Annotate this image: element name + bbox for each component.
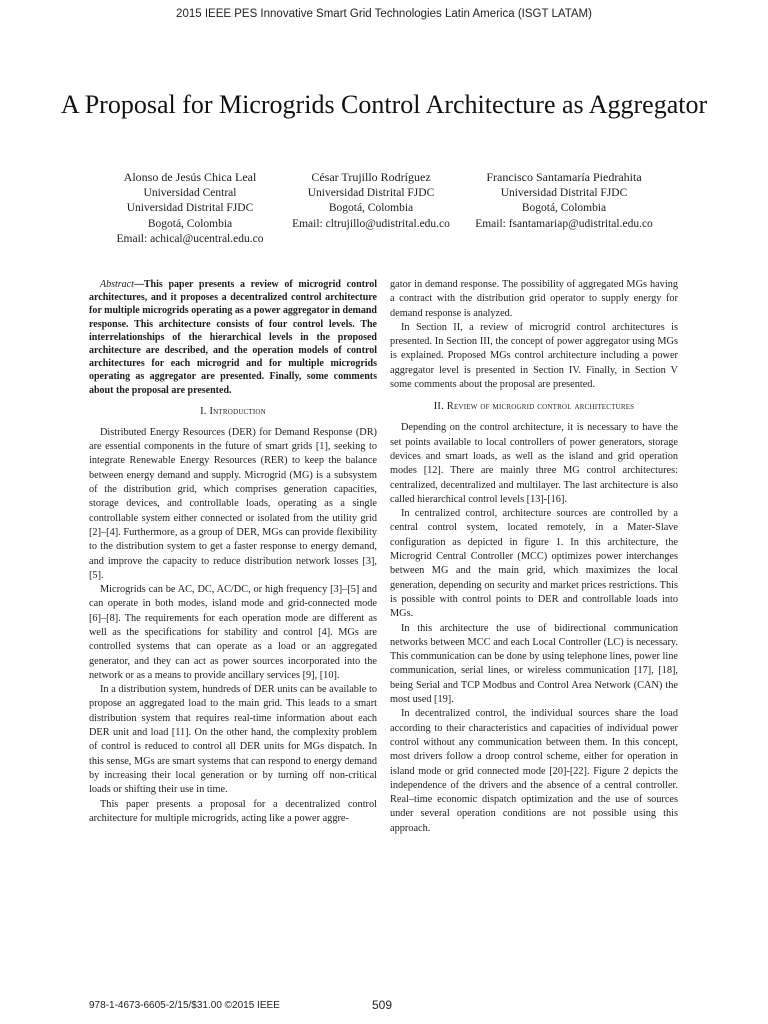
author-3 xyxy=(454,170,674,232)
section-title: Introduction xyxy=(209,405,266,417)
page-number: 509 xyxy=(372,998,393,1012)
abstract xyxy=(89,278,377,397)
author-affiliation: Universidad Distrital FJDC xyxy=(500,186,628,199)
paragraph: In a distribution system, hundreds of DER units can be available to propose an aggregated load to the main grid. This leads to a smart distribution system that requires real-time information about each DER unit and load [11]. On the other hand, the complexity problem of control is reduced to control all DER units for MGs dispatch. In this sense, MGs are smart systems that can respond to energy demand by increasing their local generation or by turning off non-critical loads or shifting their use in time. xyxy=(89,684,377,796)
author-affiliation: Universidad Distrital FJDC xyxy=(307,186,435,199)
author-city: Bogotá, Colombia xyxy=(521,202,607,214)
section-heading-introduction xyxy=(89,405,377,419)
conference-header: 2015 IEEE PES Innovative Smart Grid Technologies Latin America (ISGT LATAM) xyxy=(176,8,592,20)
left-column xyxy=(89,278,377,826)
section-title: Review of microgrid control architectures xyxy=(446,401,635,413)
author-city: Bogotá, Colombia xyxy=(328,202,414,214)
paragraph: This paper presents a proposal for a decentralized control architecture for multiple microgrids, acting like a power aggre- xyxy=(89,798,377,824)
paragraph: Microgrids can be AC, DC, AC/DC, or high frequency [3]–[5] and can operate in both modes, island mode and grid-connected mode [6]–[8]. The requirements for each operation mode are different as well as the specifications for stability and control [4]. MGs are controlled systems that can operate as a load or an aggregated generator, and they can act as power sources incorporated into the network or as a means to provide ancillary services [9], [10]. xyxy=(89,584,377,681)
copyright-footer: 978-1-4673-6605-2/15/$31.00 ©2015 IEEE xyxy=(89,1000,280,1011)
abstract-label: Abstract xyxy=(100,279,134,290)
paragraph: In Section II, a review of microgrid control architectures is presented. In Section III, the concept of power aggregator using MGs is explained. Proposed MGs control architecture including a power aggregator level is presented in Section IV. Finally, in Section V some comments about the proposal are presented. xyxy=(390,321,678,391)
author-email: Email: fsantamariap@udistrital.edu.co xyxy=(475,217,653,230)
author-name: César Trujillo Rodríguez xyxy=(311,170,431,184)
author-email: Email: cltrujillo@udistrital.edu.co xyxy=(292,217,450,230)
paragraph: In decentralized control, the individual sources share the load according to their characteristics and capacities of individual power control without any communication between them. In this concept, most drivers follow a droop control scheme, either for operation in island mode or grid connected mode [20]-[22]. Figure 2 depicts the independence of the drivers and the absence of a central controller. Real–time economic dispatch optimization and the use of sources under several operation conditions are not possible using this approach. xyxy=(390,708,678,834)
section-heading-review xyxy=(390,400,678,414)
right-column xyxy=(390,278,678,836)
paragraph: In this architecture the use of bidirectional communication networks between MCC and each Local Controller (LC) is necessary. This communication can be done by using telephone lines, power line communication, serial lines, or wireless communication [17], [18], being Serial and TCP Modbus and Control Area Network (CAN) the most used [19]. xyxy=(390,622,678,706)
paragraph: In centralized control, architecture sources are controlled by a central control system, located remotely, in a Mater-Slave configuration as depicted in figure 1. In this architecture, the Microgrid Central Controller (MCC) optimizes power interchanges between MG and the main grid, which maximizes the local generation, depending on security and market prices restrictions. This is possible with control points to DER and controllable loads into MGs. xyxy=(390,508,678,620)
paragraph: Distributed Energy Resources (DER) for Demand Response (DR) are essential components in the future of smart grids [1], seeking to integrate Renewable Energy Resources (RER) to keep the balance between energy demand and supply. Microgrid (MG) is a subsystem of the distribution grid, which comprises generation capacities, storage devices, and controllable loads, operating as a single controllable system either connected or isolated from the utility grid [2]–[4]. Furthermore, as a group of DER, MGs can provide flexibility to the distribution system to get a faster response to energy demand, and improve the capacity to reduce distribution network losses [3],[5]. xyxy=(89,426,377,581)
section-number: I. xyxy=(200,405,207,417)
author-2 xyxy=(261,170,481,232)
paragraph: Depending on the control architecture, it is necessary to have the set points available to local controllers of power generators, storage devices and smart loads, as well as the island and grid operation modes [12]. There are mainly three MG control architectures: centralized, decentralized and multilayer. The last architecture is also called hierarchical control levels [13]-[16]. xyxy=(390,422,678,505)
author-city: Bogotá, Colombia xyxy=(147,217,233,230)
author-email: Email: achical@ucentral.edu.co xyxy=(116,233,264,245)
author-affiliation: Universidad Central xyxy=(143,186,237,199)
section-number: II. xyxy=(433,401,444,413)
author-name: Alonso de Jesús Chica Leal xyxy=(123,170,257,184)
author-affiliation: Universidad Distrital FJDC xyxy=(126,202,254,214)
abstract-text: —This paper presents a review of microgrid control architectures, and it proposes a decentralized control architecture for multiple microgrids operating as a power aggregator in demand response. This architecture consists of four control levels. The interrelationships of the hierarchical levels in the proposed architecture are described, and the operation models of control architectures for each microgrid and for multiple microgrids operating as aggregator are presented. Finally, some comments about the proposal are presented. xyxy=(89,279,377,396)
paragraph-continuation: gator in demand response. The possibility of aggregated MGs having a contract with the distribution grid operator to supply energy for demand response is analyzed. xyxy=(390,279,678,319)
author-name: Francisco Santamaría Piedrahita xyxy=(486,170,642,184)
paper-title: A Proposal for Microgrids Control Architecture as Aggregator xyxy=(60,90,708,119)
